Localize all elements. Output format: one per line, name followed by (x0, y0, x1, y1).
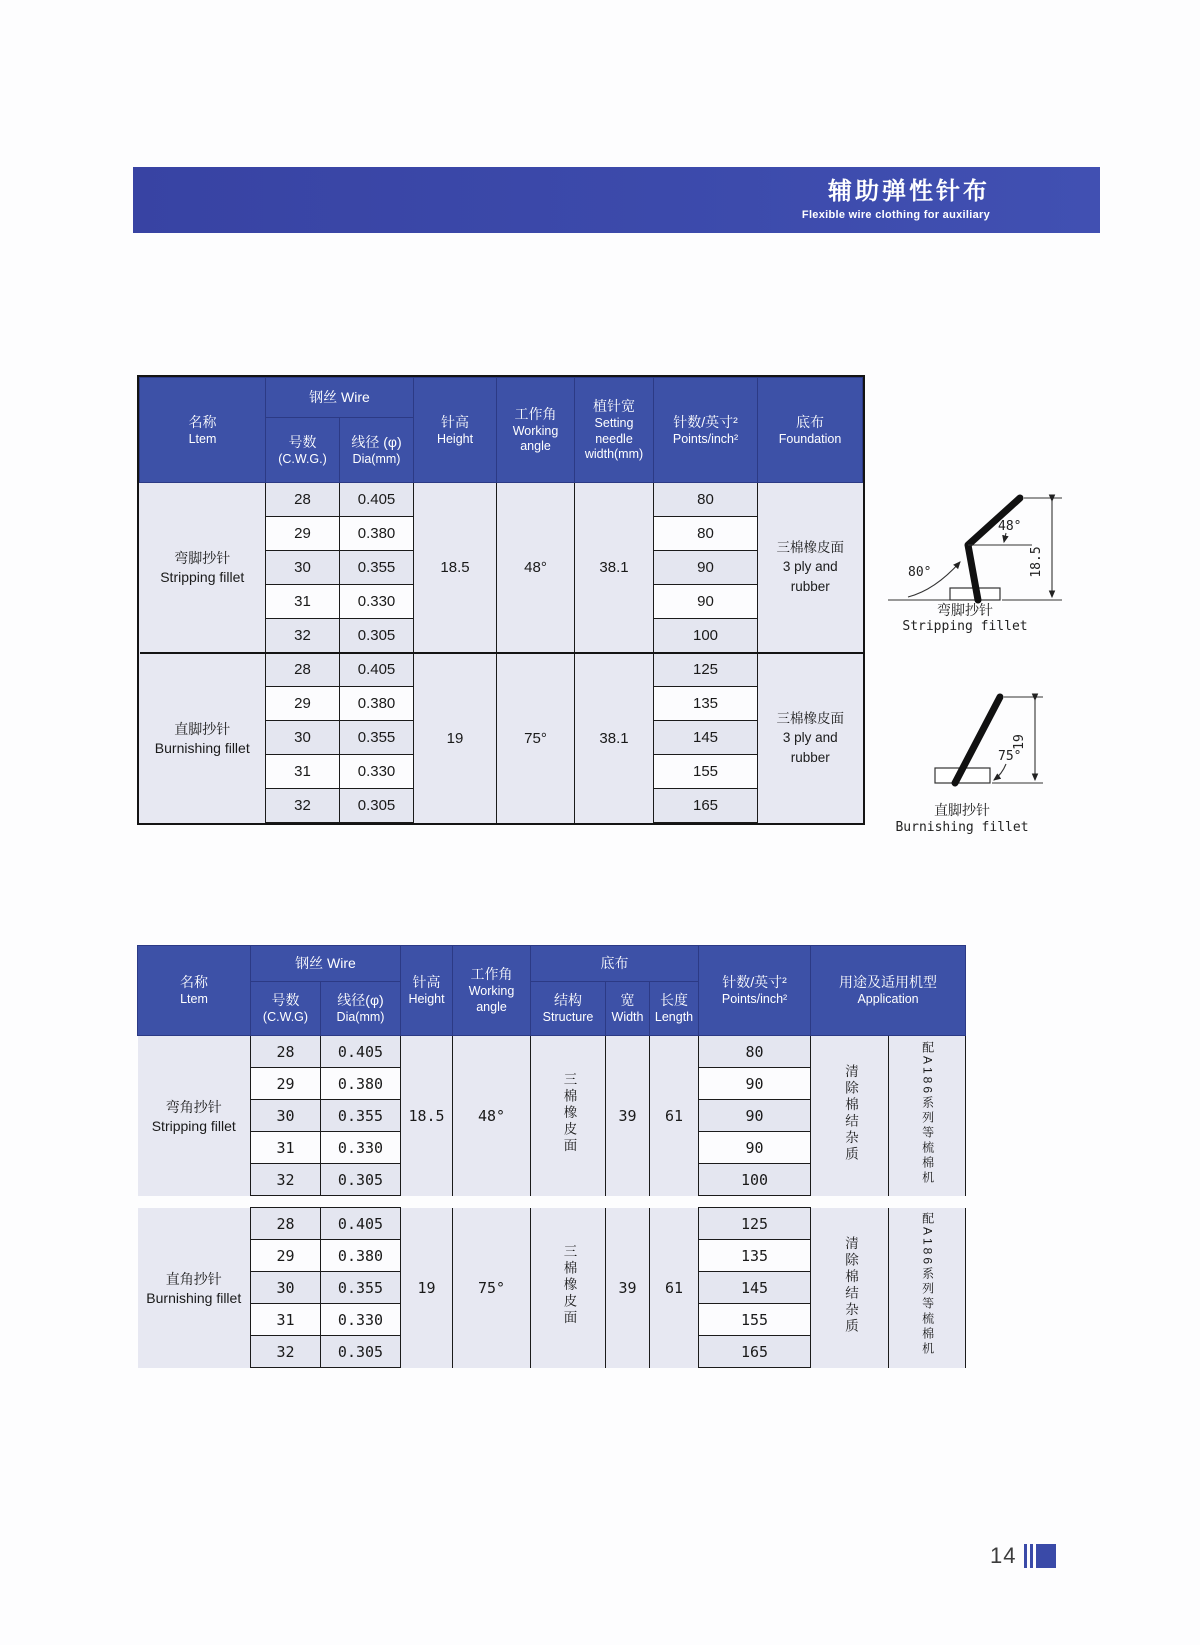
t2-g1-app-machine: 配A186系列等梳棉机 (889, 1036, 966, 1196)
t2-g2-app-machine: 配A186系列等梳棉机 (889, 1208, 966, 1368)
cell-cwg: 31 (251, 1132, 321, 1164)
spec-table-2 (137, 945, 966, 1368)
t1-header-name: 名称 Ltem (140, 378, 266, 483)
cell-points: 100 (654, 619, 758, 653)
burnishing-fillet-diagram (895, 697, 1043, 835)
page-number: 14 (990, 1543, 1017, 1568)
t1-header-points: 针数/英寸² Points/inch² (654, 378, 758, 483)
cell-dia: 0.380 (340, 517, 414, 551)
cell-dia: 0.355 (340, 721, 414, 755)
angle-75-label: 75° (998, 749, 1022, 764)
cell-dia: 0.305 (340, 619, 414, 653)
t1-header-setting: 植针宽 Setting needle width(mm) (575, 378, 654, 483)
cell-dia: 0.330 (321, 1132, 401, 1164)
t2-g1-length: 61 (650, 1036, 699, 1196)
cell-cwg: 32 (266, 789, 340, 823)
t1-header-foundation: 底布 Foundation (758, 378, 863, 483)
cell-dia: 0.330 (340, 755, 414, 789)
t2-header-name: 名称 Ltem (138, 946, 251, 1036)
cell-cwg: 29 (251, 1068, 321, 1100)
cell-points: 100 (699, 1164, 811, 1196)
t2-g1-name: 弯角抄针 Stripping fillet (138, 1036, 251, 1196)
cell-points: 155 (654, 755, 758, 789)
t2-header-dia: 线径(φ) Dia(mm) (321, 982, 401, 1036)
cell-points: 145 (654, 721, 758, 755)
cell-dia: 0.405 (321, 1036, 401, 1068)
cell-cwg: 31 (266, 585, 340, 619)
cell-cwg: 31 (251, 1304, 321, 1336)
t2-g1-structure: 三棉橡皮面 (531, 1036, 606, 1196)
cell-cwg: 32 (251, 1164, 321, 1196)
cell-points: 135 (654, 687, 758, 721)
cell-dia: 0.405 (340, 653, 414, 687)
diagram2-caption-en: Burnishing fillet (895, 820, 1029, 835)
page-footer (990, 1543, 1056, 1569)
cell-cwg: 28 (266, 653, 340, 687)
t2-g1-width: 39 (606, 1036, 650, 1196)
cell-dia: 0.380 (321, 1240, 401, 1272)
t2-header-cwg: 号数 (C.W.G) (251, 982, 321, 1036)
cell-points: 165 (699, 1336, 811, 1368)
cell-points: 90 (699, 1132, 811, 1164)
cell-cwg: 30 (266, 721, 340, 755)
t2-header-angle: 工作角 Working angle (453, 946, 531, 1036)
cell-points: 90 (699, 1100, 811, 1132)
cell-dia: 0.380 (321, 1068, 401, 1100)
t2-g2-name: 直角抄针 Burnishing fillet (138, 1208, 251, 1368)
cell-points: 80 (699, 1036, 811, 1068)
t2-header-length: 长度 Length (650, 982, 699, 1036)
cell-points: 80 (654, 483, 758, 517)
cell-cwg: 32 (266, 619, 340, 653)
t1-header-height: 针高 Height (414, 378, 497, 483)
cell-cwg: 32 (251, 1336, 321, 1368)
diagram1-caption-en: Stripping fillet (902, 619, 1028, 634)
cell-cwg: 28 (251, 1036, 321, 1068)
t1-header-angle: 工作角 Working angle (497, 378, 575, 483)
cell-cwg: 31 (266, 755, 340, 789)
t2-g1-app-use: 清除棉结杂质 (811, 1036, 889, 1196)
cell-dia: 0.305 (321, 1336, 401, 1368)
cell-points: 90 (654, 585, 758, 619)
cell-cwg: 30 (251, 1100, 321, 1132)
table-row (138, 1208, 966, 1240)
cell-dia: 0.305 (321, 1164, 401, 1196)
spec-table-1 (137, 375, 865, 825)
cell-cwg: 30 (251, 1272, 321, 1304)
cell-dia: 0.330 (321, 1304, 401, 1336)
group-separator (138, 1196, 966, 1208)
cell-points: 155 (699, 1304, 811, 1336)
t1-header-cwg: 号数 (C.W.G.) (266, 418, 340, 483)
t2-g2-angle: 75° (453, 1208, 531, 1368)
t1-g1-angle: 48° (497, 483, 575, 653)
page-marker-icon (1024, 1544, 1056, 1568)
t1-g2-height: 19 (414, 653, 497, 823)
diagram1-caption-zh: 弯脚抄针 (937, 603, 993, 619)
cell-cwg: 29 (251, 1240, 321, 1272)
cell-points: 135 (699, 1240, 811, 1272)
cell-points: 80 (654, 517, 758, 551)
dim-19-label: 19 (1012, 734, 1027, 750)
cell-points: 125 (699, 1208, 811, 1240)
wire-diagrams (880, 470, 1095, 845)
cell-cwg: 29 (266, 687, 340, 721)
dim-18-5-label: 18.5 (1029, 546, 1044, 578)
cell-points: 165 (654, 789, 758, 823)
cell-dia: 0.405 (321, 1208, 401, 1240)
t2-g2-height: 19 (401, 1208, 453, 1368)
t2-g1-height: 18.5 (401, 1036, 453, 1196)
page-banner (133, 167, 1100, 233)
cell-points: 145 (699, 1272, 811, 1304)
t2-g2-structure: 三棉橡皮面 (531, 1208, 606, 1368)
t1-g1-setting: 38.1 (575, 483, 654, 653)
cell-points: 90 (654, 551, 758, 585)
t1-g2-name: 直脚抄针 Burnishing fillet (140, 653, 266, 823)
cell-dia: 0.330 (340, 585, 414, 619)
banner-title: 辅助弹性针布 (828, 178, 990, 206)
cell-dia: 0.355 (321, 1100, 401, 1132)
t1-header-wire: 钢丝 Wire (266, 378, 414, 418)
fillet-profile-svg (880, 470, 1095, 845)
t2-header-application: 用途及适用机型 Application (811, 946, 966, 1036)
t2-header-height: 针高 Height (401, 946, 453, 1036)
t2-g1-angle: 48° (453, 1036, 531, 1196)
cell-cwg: 28 (251, 1208, 321, 1240)
cell-dia: 0.380 (340, 687, 414, 721)
t1-header-dia: 线径 (φ) Dia(mm) (340, 418, 414, 483)
cell-dia: 0.405 (340, 483, 414, 517)
table-row (140, 653, 863, 687)
cell-cwg: 30 (266, 551, 340, 585)
t1-g2-foundation: 三棉橡皮面 3 ply and rubber (758, 653, 863, 823)
t1-g1-name: 弯脚抄针 Stripping fillet (140, 483, 266, 653)
angle-48-label: 48° (998, 519, 1022, 534)
t1-g1-foundation: 三棉橡皮面 3 ply and rubber (758, 483, 863, 653)
cell-dia: 0.305 (340, 789, 414, 823)
cell-dia: 0.355 (321, 1272, 401, 1304)
t2-g2-app-use: 清除棉结杂质 (811, 1208, 889, 1368)
t2-g2-width: 39 (606, 1208, 650, 1368)
t2-header-points: 针数/英寸² Points/inch² (699, 946, 811, 1036)
angle-80-label: 80° (908, 565, 932, 580)
cell-cwg: 29 (266, 517, 340, 551)
t1-g2-angle: 75° (497, 653, 575, 823)
table-row (138, 1036, 966, 1068)
t1-g1-height: 18.5 (414, 483, 497, 653)
cell-points: 125 (654, 653, 758, 687)
cell-cwg: 28 (266, 483, 340, 517)
banner-subtitle: Flexible wire clothing for auxiliary (801, 208, 990, 221)
t2-header-foundation: 底布 (531, 946, 699, 982)
t2-header-structure: 结构 Structure (531, 982, 606, 1036)
t1-g2-setting: 38.1 (575, 653, 654, 823)
stripping-fillet-diagram (888, 498, 1062, 634)
t2-g2-length: 61 (650, 1208, 699, 1368)
diagram2-caption-zh: 直脚抄针 (934, 803, 990, 819)
t2-header-width: 宽 Width (606, 982, 650, 1036)
table-row (140, 483, 863, 517)
cell-points: 90 (699, 1068, 811, 1100)
t2-header-wire: 钢丝 Wire (251, 946, 401, 982)
cell-dia: 0.355 (340, 551, 414, 585)
